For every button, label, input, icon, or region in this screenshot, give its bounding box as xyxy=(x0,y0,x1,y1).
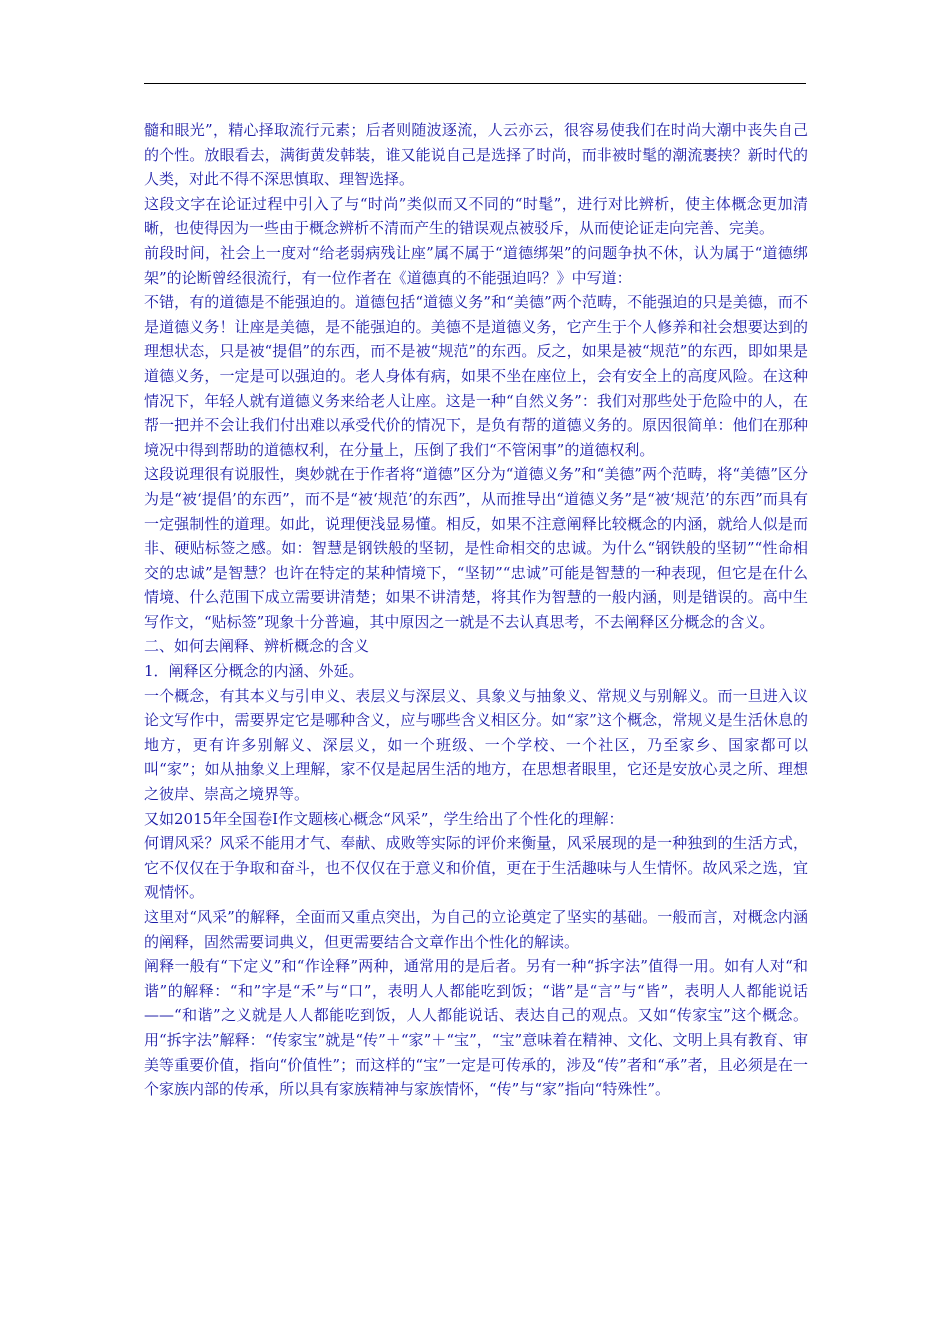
paragraph: 这段说理很有说服性，奥妙就在于作者将“道德”区分为“道德义务”和“美德”两个范畴，将“美德”区分为是“被‘提倡’的东西”，而不是“被‘规范’的东西”，从而推导出“道德义务”是“被‘规范’的东西”而具有一定强制性的道理。如此，说理便浅显易懂。相反，如果不注意阐释比较概念的内涵，就给人似是而非、硬贴标签之感。如：智慧是钢铁般的坚韧，是性命相交的忠诚。为什么“钢铁般的坚韧”“性命相交的忠诚”是智慧？也许在特定的某种情境下，“坚韧”“忠诚”可能是智慧的一种表现，但它是在什么情境、什么范围下成立需要讲清楚；如果不讲清楚，将其作为智慧的一般内涵，则是错误的。高中生写作文，“贴标签”现象十分普遍，其中原因之一就是不去认真思考，不去阐释区分概念的含义。 xyxy=(144,465,808,631)
paragraph: 这段文字在论证过程中引入了与“时尚”类似而又不同的“时髦”，进行对比辨析，使主体概念更加清晰，也使得因为一些由于概念辨析不清而产生的错误观点被驳斥，从而使论证走向完善、完美。 xyxy=(144,194,808,238)
paragraph: 前段时间，社会上一度对“给老弱病残让座”属不属于“道德绑架”的问题争执不休，认为属于“道德绑架”的论断曾经很流行，有一位作者在《道德真的不能强迫吗？》中写道： xyxy=(144,243,808,287)
paragraph: 髓和眼光”，精心择取流行元素；后者则随波逐流，人云亦云，很容易使我们在时尚大潮中丧失自己的个性。放眼看去，满街黄发韩装，谁又能说自己是选择了时尚，而非被时髦的潮流裹挟？新时代的人类，对此不得不深思慎取、理智选择。 xyxy=(144,121,808,189)
paragraph: 阐释一般有“下定义”和“作诠释”两种，通常用的是后者。另有一种“拆字法”值得一用。如有人对“和谐”的解释：“和”字是“禾”与“口”，表明人人都能吃到饭；“谐”是“言”与“皆”，表明人人都能说话——“和谐”之义就是人人都能吃到饭，人人都能说话、表达自己的观点。又如“传家宝”这个概念。用“拆字法”解释：“传家宝”就是“传”＋“家”＋“宝”，“宝”意味着在精神、文化、文明上具有教育、审美等重要价值，指向“价值性”；而这样的“宝”一定是可传承的，涉及“传”者和“承”者，且必须是在一个家族内部的传承，所以具有家族精神与家族情怀，“传”与“家”指向“特殊性”。 xyxy=(144,957,808,1099)
paragraph: 这里对“风采”的解释，全面而又重点突出，为自己的立论奠定了坚实的基础。一般而言，对概念内涵的阐释，固然需要词典义，但更需要结合文章作出个性化的解读。 xyxy=(144,908,808,951)
paragraph: 一个概念，有其本义与引申义、表层义与深层义、具象义与抽象义、常规义与别解义。而一旦进入议论文写作中，需要界定它是哪种含义，应与哪些含义相区分。如“家”这个概念，常规义是生活休息的地方，更有许多别解义、深层义，如一个班级、一个学校、一个社区，乃至家乡、国家都可以叫“家”；如从抽象义上理解，家不仅是起居生活的地方，在思想者眼里，它还是安放心灵之所、理想之彼岸、崇高之境界等。 xyxy=(144,686,808,804)
document-body xyxy=(144,118,808,1102)
section-heading: 二、如何去阐释、辨析概念的含义 xyxy=(144,637,370,656)
subsection-heading: 1．阐释区分概念的内涵、外延。 xyxy=(144,662,364,681)
quoted-paragraph: 何谓风采？风采不能用才气、奉献、成败等实际的评价来衡量，风采展现的是一种独到的生活方式，它不仅仅在于争取和奋斗，也不仅仅在于意义和价值，更在于生活趣味与人生情怀。故风采之选，宜观情怀。 xyxy=(144,834,808,902)
header-rule xyxy=(144,83,806,84)
paragraph: 又如2015年全国卷Ⅰ作文题核心概念“风采”，学生给出了个性化的理解： xyxy=(144,809,624,828)
quoted-paragraph: 不错，有的道德是不能强迫的。道德包括“道德义务”和“美德”两个范畴，不能强迫的只是美德，而不是道德义务！让座是美德，是不能强迫的。美德不是道德义务，它产生于个人修养和社会想要达到的理想状态，只是被“提倡”的东西，而不是被“规范”的东西。反之，如果是被“规范”的东西，即如果是道德义务，一定是可以强迫的。老人身体有病，如果不坐在座位上，会有安全上的高度风险。在这种情况下，年轻人就有道德义务来给老人让座。这是一种“自然义务”：我们对那些处于危险中的人，在帮一把并不会让我们付出难以承受代价的情况下，是负有帮的道德义务的。原因很简单：他们在那种境况中得到帮助的道德权利，在分量上，压倒了我们“不管闲事”的道德权利。 xyxy=(144,293,808,459)
